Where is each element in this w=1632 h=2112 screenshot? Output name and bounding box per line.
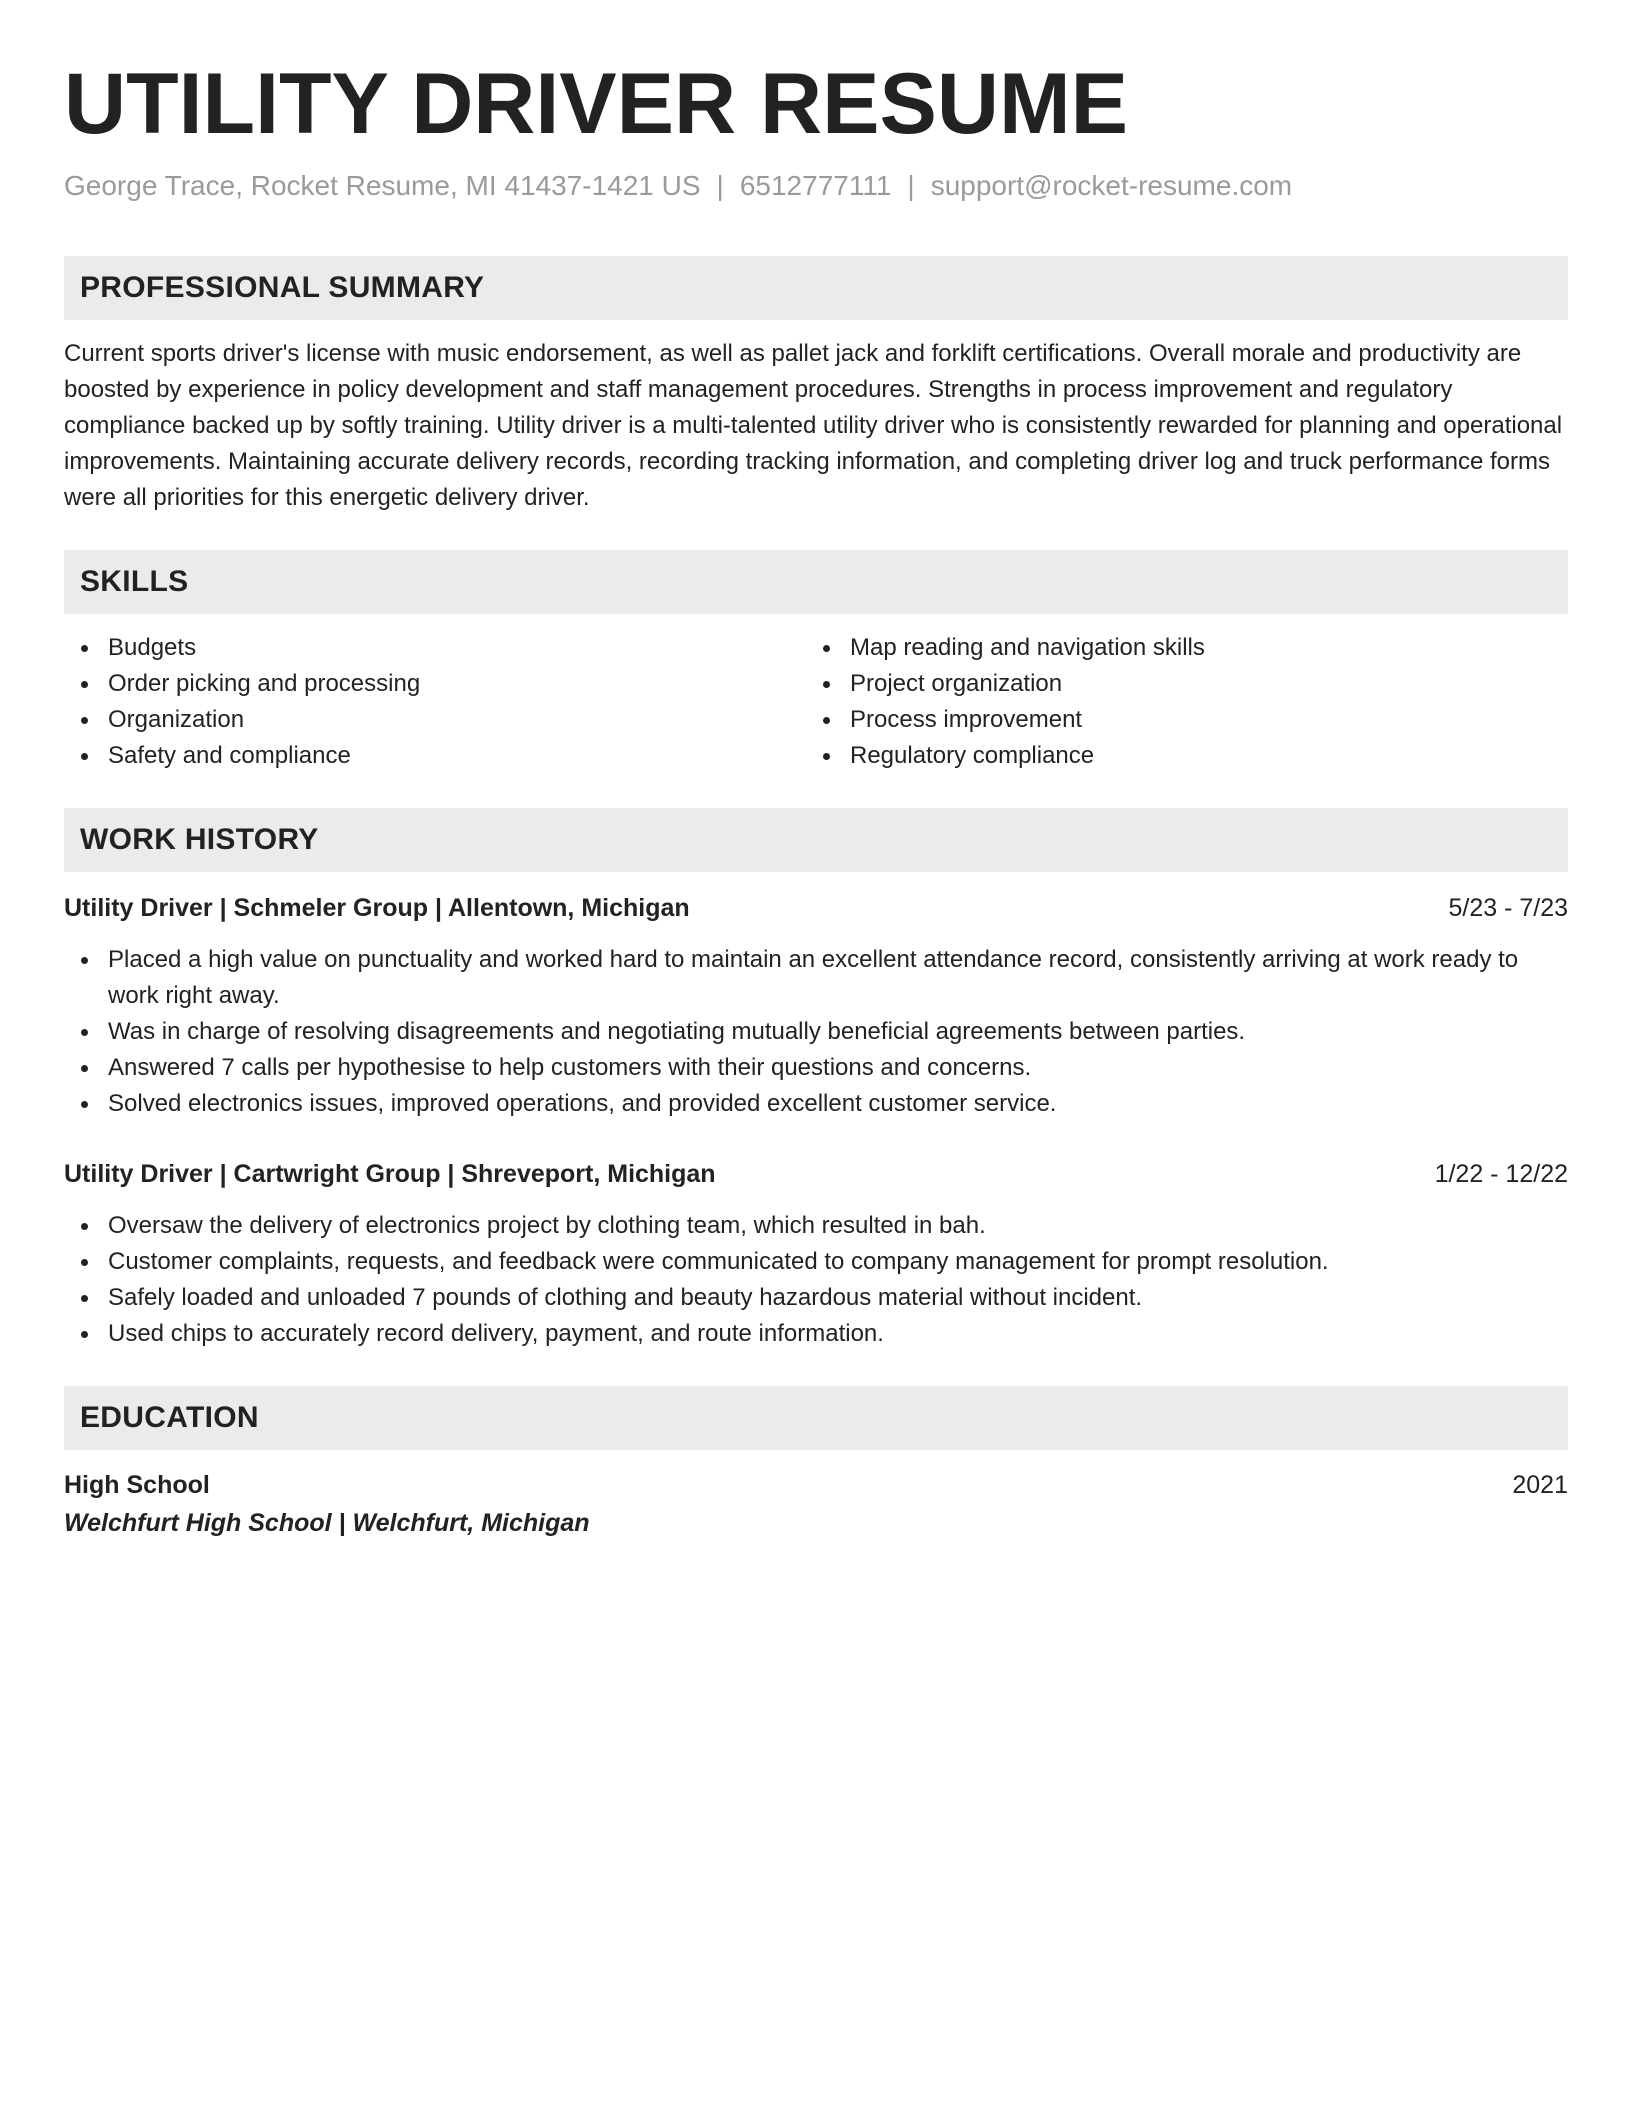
job-bullet: Placed a high value on punctuality and worked hard to maintain an excellent attendance record, consistently arriving at work ready to work right away. [64,942,1568,1014]
job-bullets [64,1208,1568,1352]
contact-line [64,168,1568,204]
skill-item: Map reading and navigation skills [806,630,1548,666]
job-bullets [64,942,1568,1122]
skill-item: Organization [64,702,806,738]
section-heading-education: EDUCATION [64,1386,1568,1450]
contact-separator: | [907,170,915,201]
job-bullet: Used chips to accurately record delivery, payment, and route information. [64,1316,1568,1352]
section-heading-summary: PROFESSIONAL SUMMARY [64,256,1568,320]
summary-text: Current sports driver's license with music endorsement, as well as pallet jack and forklift certifications. Overall morale and productivity are boosted by experience in policy development and staff management procedures. Strengths in process improvement and regulatory compliance backed up by softly training. Utility driver is a multi-talented utility driver who is consistently rewarded for planning and operational improvements. Maintaining accurate delivery records, recording tracking information, and completing driver log and truck performance forms were all priorities for this energetic delivery driver. [64,340,1563,511]
job-dates: 1/22 - 12/22 [1434,1160,1568,1188]
skill-item: Safety and compliance [64,738,806,774]
skill-item: Budgets [64,630,806,666]
skills-column-right [806,630,1548,774]
job-header [64,1156,1568,1192]
job-bullet: Oversaw the delivery of electronics project by clothing team, which resulted in bah. [64,1208,1568,1244]
job-bullet: Safely loaded and unloaded 7 pounds of clothing and beauty hazardous material without incident. [64,1280,1568,1316]
job-bullet: Customer complaints, requests, and feedback were communicated to company management for prompt resolution. [64,1244,1568,1280]
contact-phone: 6512777111 [739,170,892,201]
education-header [64,1466,1568,1504]
education-school: Welchfurt High School | Welchfurt, Michigan [64,1509,590,1537]
job-title: Utility Driver | Cartwright Group | Shreveport, Michigan [64,1160,716,1188]
section-heading-work-history: WORK HISTORY [64,808,1568,872]
job-title: Utility Driver | Schmeler Group | Allentown, Michigan [64,894,690,922]
section-heading-skills: SKILLS [64,550,1568,614]
skill-item: Order picking and processing [64,666,806,702]
job-bullet: Was in charge of resolving disagreements and negotiating mutually beneficial agreements between parties. [64,1014,1568,1050]
skill-item: Process improvement [806,702,1548,738]
skills-list [64,630,1568,774]
job-bullet: Solved electronics issues, improved operations, and provided excellent customer service. [64,1086,1568,1122]
contact-separator: | [716,170,724,201]
resume-title: UTILITY DRIVER RESUME [64,56,1128,152]
contact-address: George Trace, Rocket Resume, MI 41437-1421 US [64,170,701,201]
job-bullet: Answered 7 calls per hypothesise to help customers with their questions and concerns. [64,1050,1568,1086]
job-header [64,890,1568,926]
skill-item: Regulatory compliance [806,738,1548,774]
job-dates: 5/23 - 7/23 [1448,894,1568,922]
skill-item: Project organization [806,666,1548,702]
education-degree: High School [64,1471,210,1499]
contact-email: support@rocket-resume.com [930,170,1293,201]
education-year: 2021 [1512,1471,1568,1499]
skills-column-left [64,630,806,774]
